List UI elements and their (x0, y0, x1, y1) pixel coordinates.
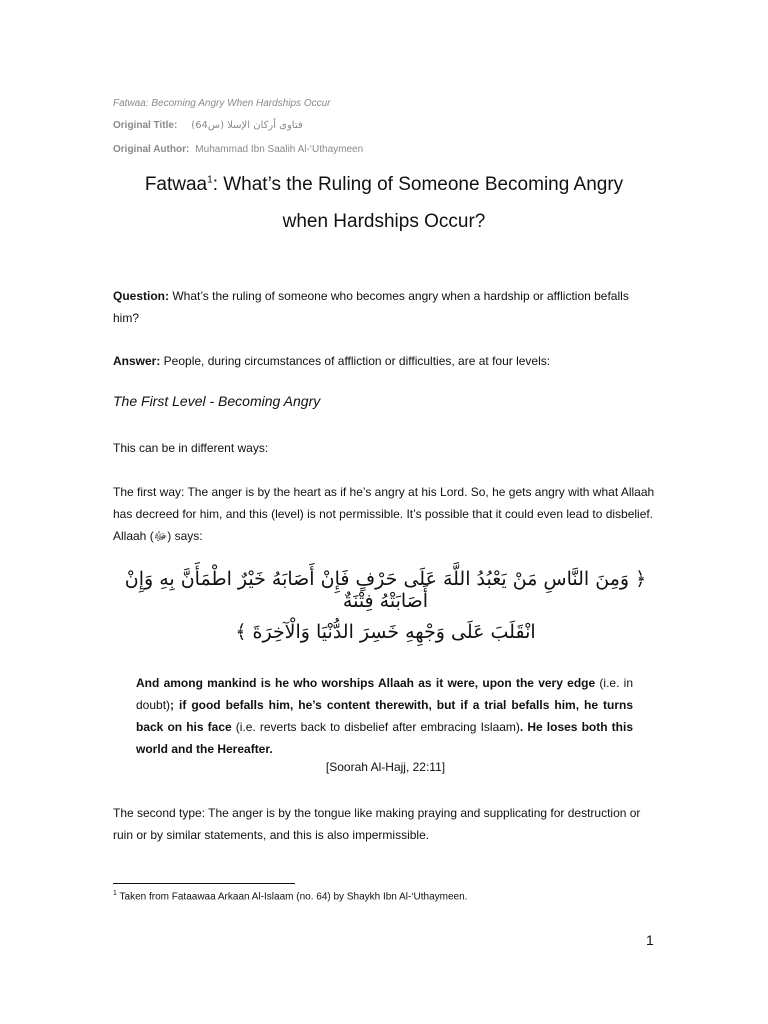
question-paragraph (113, 285, 658, 329)
translation-part-2: (i.e. in doubt) (136, 676, 634, 712)
original-author-label: Original Author: (113, 144, 190, 155)
footnote-text: Taken from Fataawaa Arkaan Al-Islaam (no. 64) by Shaykh Ibn Al-‘Uthaymeen. (116, 891, 468, 903)
translation-part-4: (i.e. reverts back to disbelief after embracing Islaam) (231, 720, 520, 734)
verse-translation (136, 672, 633, 760)
page-title-line-1 (80, 174, 688, 196)
doc-label: Fatwaa: Becoming Angry When Hardships Occur (113, 98, 331, 109)
arabic-verse-line-2: انْقَلَبَ عَلَى وَجْهِهِ خَسِرَ الدُّنْيَا وَالْآخِرَةَ ﴾ (235, 621, 536, 643)
title-rest: : What’s the Ruling of Someone Becoming Angry (212, 174, 624, 195)
page-title-line-2: when Hardships Occur? (282, 211, 486, 232)
first-level-heading: The First Level - Becoming Angry (113, 393, 321, 409)
verse-reference: [Soorah Al-Hajj, 22:11] (325, 760, 446, 774)
translation-part-5: . He loses both this world and the Hereafter. (136, 720, 633, 756)
arabic-verse-line-1: ﴿ وَمِنَ النَّاسِ مَنْ يَعْبُدُ اللَّهَ عَلَى حَرْفٍ فَإِنْ أَصَابَهُ خَيْرٌ اطْمَأَنَّ بِهِ وَإِنْ أَصَابَتْهُ فِتْنَةٌ (124, 568, 647, 612)
translation-part-3: ; if good befalls him, he’s content therewith, but if a trial befalls him, he turns back on his face (136, 698, 633, 734)
footnote-number: 1 (113, 890, 117, 897)
page-number: 1 (646, 932, 654, 948)
answer-paragraph (113, 350, 658, 372)
second-type-paragraph: The second type: The anger is by the tongue like making praying and supplicating for destruction or ruin or by similar statements, and this is also impermissible. (113, 806, 641, 842)
translation-part-1: And among mankind is he who worships Allaah as it were, upon the very edge (136, 676, 596, 690)
ways-paragraph: This can be in different ways: (113, 441, 269, 455)
title-prefix: Fatwaa (144, 174, 208, 195)
original-author-line (113, 144, 363, 155)
first-way-paragraph: The first way: The anger is by the heart as if he’s angry at his Lord. So, he gets angry with what Allaah has decreed for him, and this (level) is not permissible. It’s possible that it could even lead to disbelief. Allaah (ﷻ) says: (113, 485, 655, 543)
original-title-label: Original Title: (113, 120, 178, 131)
footnote-divider (113, 883, 295, 884)
answer-text: People, during circumstances of affliction or difficulties, are at four levels: (160, 354, 551, 368)
question-label: Question: (113, 289, 169, 303)
footnote (113, 890, 467, 902)
answer-label: Answer: (113, 354, 161, 368)
title-footnote-ref: 1 (207, 174, 213, 186)
original-title-line (113, 120, 303, 131)
original-author-value: Muhammad Ibn Saalih Al-‘Uthaymeen (195, 144, 364, 155)
original-title-value: فتاوى أركان الإسلا (س64) (191, 120, 303, 131)
question-text: What’s the ruling of someone who becomes angry when a hardship or affliction befalls him? (113, 289, 629, 325)
